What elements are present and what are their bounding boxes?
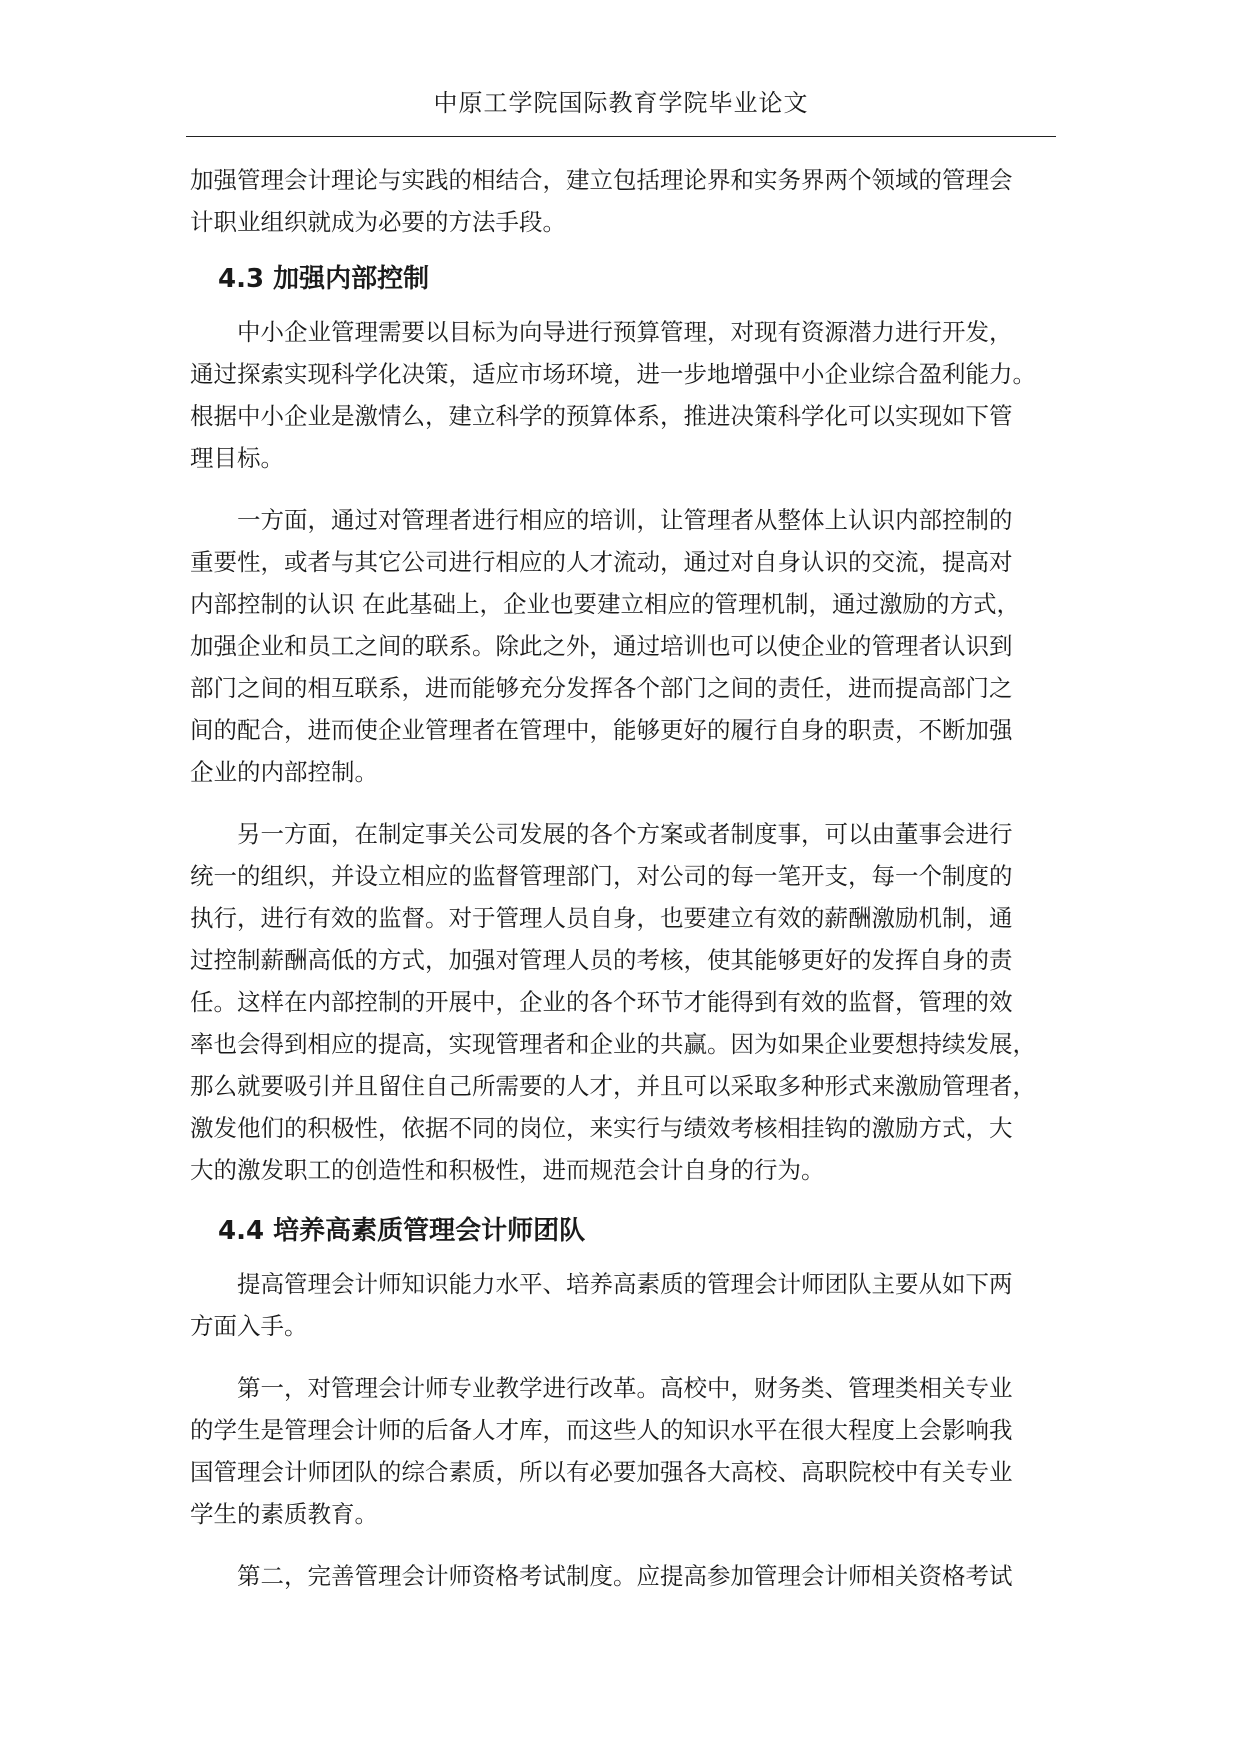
text-line: 率也会得到相应的提高，实现管理者和企业的共赢。因为如果企业要想持续发展，	[190, 1030, 1036, 1058]
text-line: 中小企业管理需要以目标为向导进行预算管理，对现有资源潜力进行开发，	[237, 318, 1013, 346]
text-line: 计职业组织就成为必要的方法手段。	[190, 208, 566, 236]
running-header: 中原工学院国际教育学院毕业论文	[433, 89, 809, 117]
text-line: 第二，完善管理会计师资格考试制度。应提高参加管理会计师相关资格考试	[237, 1562, 1013, 1590]
section-heading-4-3: 4.3 加强内部控制	[218, 264, 430, 294]
text-line: 理目标。	[190, 444, 284, 472]
text-line: 执行，进行有效的监督。对于管理人员自身，也要建立有效的薪酬激励机制，通	[190, 904, 1013, 932]
text-line: 学生的素质教育。	[190, 1500, 378, 1528]
text-line: 那么就要吸引并且留住自己所需要的人才，并且可以采取多种形式来激励管理者，	[190, 1072, 1036, 1100]
text-line: 加强企业和员工之间的联系。除此之外，通过培训也可以使企业的管理者认识到	[190, 632, 1013, 660]
section-heading-4-4: 4.4 培养高素质管理会计师团队	[218, 1216, 586, 1246]
text-line: 另一方面，在制定事关公司发展的各个方案或者制度事，可以由董事会进行	[237, 820, 1013, 848]
paragraph	[190, 1555, 1052, 1597]
text-line: 国管理会计师团队的综合素质，所以有必要加强各大高校、高职院校中有关专业	[190, 1458, 1013, 1486]
text-line: 方面入手。	[190, 1312, 308, 1340]
paragraph	[190, 813, 1052, 1191]
text-line: 任。这样在内部控制的开展中，企业的各个环节才能得到有效的监督，管理的效	[190, 988, 1013, 1016]
continuation-paragraph	[190, 159, 1052, 243]
text-line: 重要性，或者与其它公司进行相应的人才流动，通过对自身认识的交流，提高对	[190, 548, 1013, 576]
document-body	[190, 159, 1052, 1617]
text-line: 统一的组织，并设立相应的监督管理部门，对公司的每一笔开支，每一个制度的	[190, 862, 1013, 890]
text-line: 一方面，通过对管理者进行相应的培训，让管理者从整体上认识内部控制的	[237, 506, 1013, 534]
paragraph	[190, 311, 1052, 479]
paragraph	[190, 1263, 1052, 1347]
paragraph	[190, 499, 1052, 793]
text-line: 根据中小企业是激情么，建立科学的预算体系，推进决策科学化可以实现如下管	[190, 402, 1013, 430]
text-line: 内部控制的认识 在此基础上，企业也要建立相应的管理机制，通过激励的方式，	[190, 590, 1020, 618]
text-line: 间的配合，进而使企业管理者在管理中，能够更好的履行自身的职责，不断加强	[190, 716, 1013, 744]
text-line: 大的激发职工的创造性和积极性，进而规范会计自身的行为。	[190, 1156, 825, 1184]
paragraph	[190, 1367, 1052, 1535]
text-line: 过控制薪酬高低的方式，加强对管理人员的考核，使其能够更好的发挥自身的责	[190, 946, 1013, 974]
text-line: 第一，对管理会计师专业教学进行改革。高校中，财务类、管理类相关专业	[237, 1374, 1013, 1402]
header-rule	[186, 136, 1056, 137]
text-line: 部门之间的相互联系，进而能够充分发挥各个部门之间的责任，进而提高部门之	[190, 674, 1013, 702]
text-line: 的学生是管理会计师的后备人才库，而这些人的知识水平在很大程度上会影响我	[190, 1416, 1013, 1444]
text-line: 提高管理会计师知识能力水平、培养高素质的管理会计师团队主要从如下两	[237, 1270, 1013, 1298]
text-line: 通过探索实现科学化决策，适应市场环境，进一步地增强中小企业综合盈利能力。	[190, 360, 1036, 388]
text-line: 激发他们的积极性，依据不同的岗位，来实行与绩效考核相挂钩的激励方式，大	[190, 1114, 1013, 1142]
text-line: 企业的内部控制。	[190, 758, 378, 786]
text-line: 加强管理会计理论与实践的相结合，建立包括理论界和实务界两个领域的管理会	[190, 166, 1013, 194]
